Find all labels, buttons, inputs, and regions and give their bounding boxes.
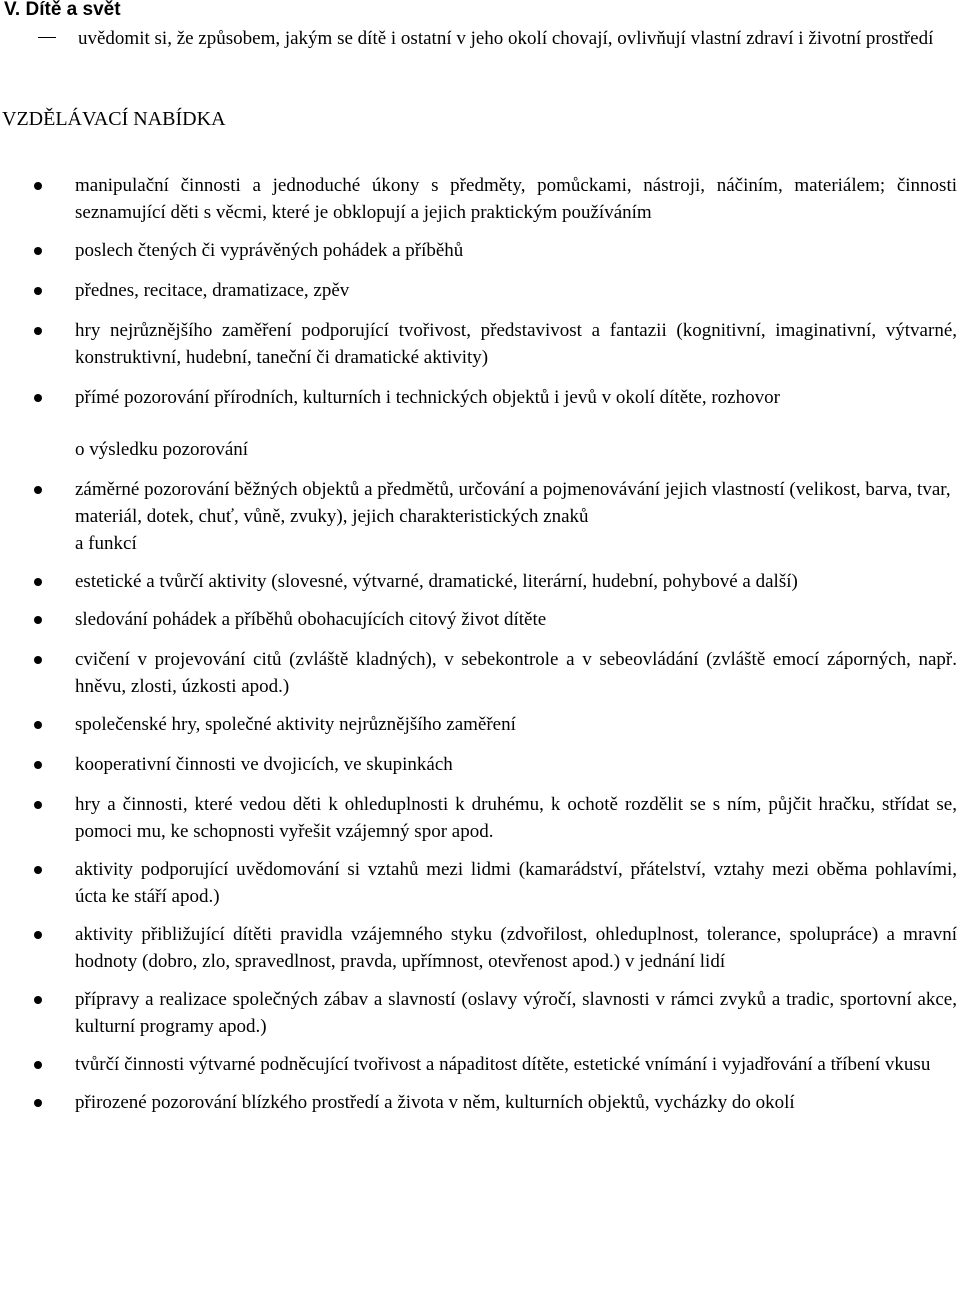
bullet-icon: [34, 247, 42, 255]
list-item-text: hry nejrůznějšího zaměření podporující tvořivost, představivost a fantazii (kognitivní, imaginativní, výtvarné, konstruktivní, hudební, taneční či dramatické aktivity): [75, 320, 957, 368]
list-item: [0, 476, 960, 530]
list-item: [0, 237, 960, 264]
list-item-text: aktivity podporující uvědomování si vztahů mezi lidmi (kamarádství, přátelství, vztahy mezi oběma pohlavími, úcta ke stáří apod.): [75, 859, 957, 907]
list-item: [0, 986, 960, 1040]
list-item: [0, 172, 960, 226]
bullet-icon: [34, 327, 42, 335]
bullet-icon: [34, 761, 42, 769]
list-item-text: přirozené pozorování blízkého prostředí a života v něm, kulturních objektů, vycházky do okolí: [75, 1092, 795, 1113]
bullet-icon: [34, 394, 42, 402]
list-item-text: záměrné pozorování běžných objektů a předmětů, určování a pojmenovávání jejich vlastností (velikost, barva, tvar, materiál, dotek, chuť, vůně, zvuky), jejich charakteristických znaků: [75, 479, 951, 527]
list-item-text: kooperativní činnosti ve dvojicích, ve skupinkách: [75, 754, 453, 775]
list-item: [0, 317, 960, 371]
bullet-icon: [34, 656, 42, 664]
list-item: [0, 791, 960, 845]
list-item: [0, 277, 960, 304]
list-item-text: tvůrčí činnosti výtvarné podněcující tvořivost a nápaditost dítěte, estetické vnímání i vyjadřování a tříbení vkusu: [75, 1054, 931, 1075]
bullet-icon: [34, 578, 42, 586]
bullet-icon: [34, 996, 42, 1004]
offer-heading: VZDĚLÁVACÍ NABÍDKA: [2, 108, 226, 130]
goal-text: uvědomit si, že způsobem, jakým se dítě i ostatní v jeho okolí chovají, ovlivňují vlastní zdraví i životní prostředí: [78, 28, 934, 49]
bullet-icon: [34, 801, 42, 809]
offer-list: [0, 172, 960, 1116]
list-item: [0, 856, 960, 910]
list-item-continuation: a funkcí: [75, 533, 137, 554]
list-item-text: poslech čtených či vyprávěných pohádek a příběhů: [75, 240, 464, 261]
list-item-text: přípravy a realizace společných zábav a slavností (oslavy výročí, slavnosti v rámci zvyků a tradic, sportovní akce, kulturní programy apod.): [75, 989, 957, 1037]
list-item: [0, 646, 960, 700]
list-item: [0, 384, 960, 411]
list-item: [0, 568, 960, 595]
bullet-icon: [34, 616, 42, 624]
list-item-text: cvičení v projevování citů (zvláště kladných), v sebekontrole a v sebeovládání (zvláště emocí záporných, např. hněvu, zlosti, úzkosti apod.): [75, 649, 957, 697]
section-title: V. Dítě a svět: [4, 0, 121, 20]
bullet-icon: [34, 287, 42, 295]
list-item-text: manipulační činnosti a jednoduché úkony s předměty, pomůckami, nástroji, náčiním, materiálem; činnosti seznamující děti s věcmi, které je obklopují a jejich praktickým používáním: [75, 175, 957, 223]
list-item-text: aktivity přibližující dítěti pravidla vzájemného styku (zdvořilost, ohleduplnost, tolerance, spolupráce) a mravní hodnoty (dobro, zlo, spravedlnost, pravda, upřímnost, otevřenost apod.) v jednání lidí: [75, 924, 957, 972]
list-item: [0, 921, 960, 975]
bullet-icon: [34, 866, 42, 874]
list-item: [0, 751, 960, 778]
bullet-icon: [34, 486, 42, 494]
list-item-text: estetické a tvůrčí aktivity (slovesné, výtvarné, dramatické, literární, hudební, pohybové a další): [75, 571, 798, 592]
dash-marker: [38, 37, 56, 38]
bullet-icon: [34, 182, 42, 190]
list-item: [0, 711, 960, 738]
list-item-text: přednes, recitace, dramatizace, zpěv: [75, 280, 350, 301]
bullet-icon: [34, 1099, 42, 1107]
list-item: [0, 606, 960, 633]
bullet-icon: [34, 931, 42, 939]
list-item-text: sledování pohádek a příběhů obohacujících citový život dítěte: [75, 609, 547, 630]
list-item-text: přímé pozorování přírodních, kulturních i technických objektů i jevů v okolí dítěte, rozhovor: [75, 387, 780, 408]
bullet-icon: [34, 721, 42, 729]
list-item: [0, 1089, 960, 1116]
list-item-text: společenské hry, společné aktivity nejrůznějšího zaměření: [75, 714, 516, 735]
list-item-text: hry a činnosti, které vedou děti k ohleduplnosti k druhému, k ochotě rozdělit se s ním, půjčit hračku, střídat se, pomoci mu, ke schopnosti vyřešit vzájemný spor apod.: [75, 794, 957, 842]
list-item-continuation: o výsledku pozorování: [75, 439, 249, 460]
list-item: [0, 1051, 960, 1078]
bullet-icon: [34, 1061, 42, 1069]
